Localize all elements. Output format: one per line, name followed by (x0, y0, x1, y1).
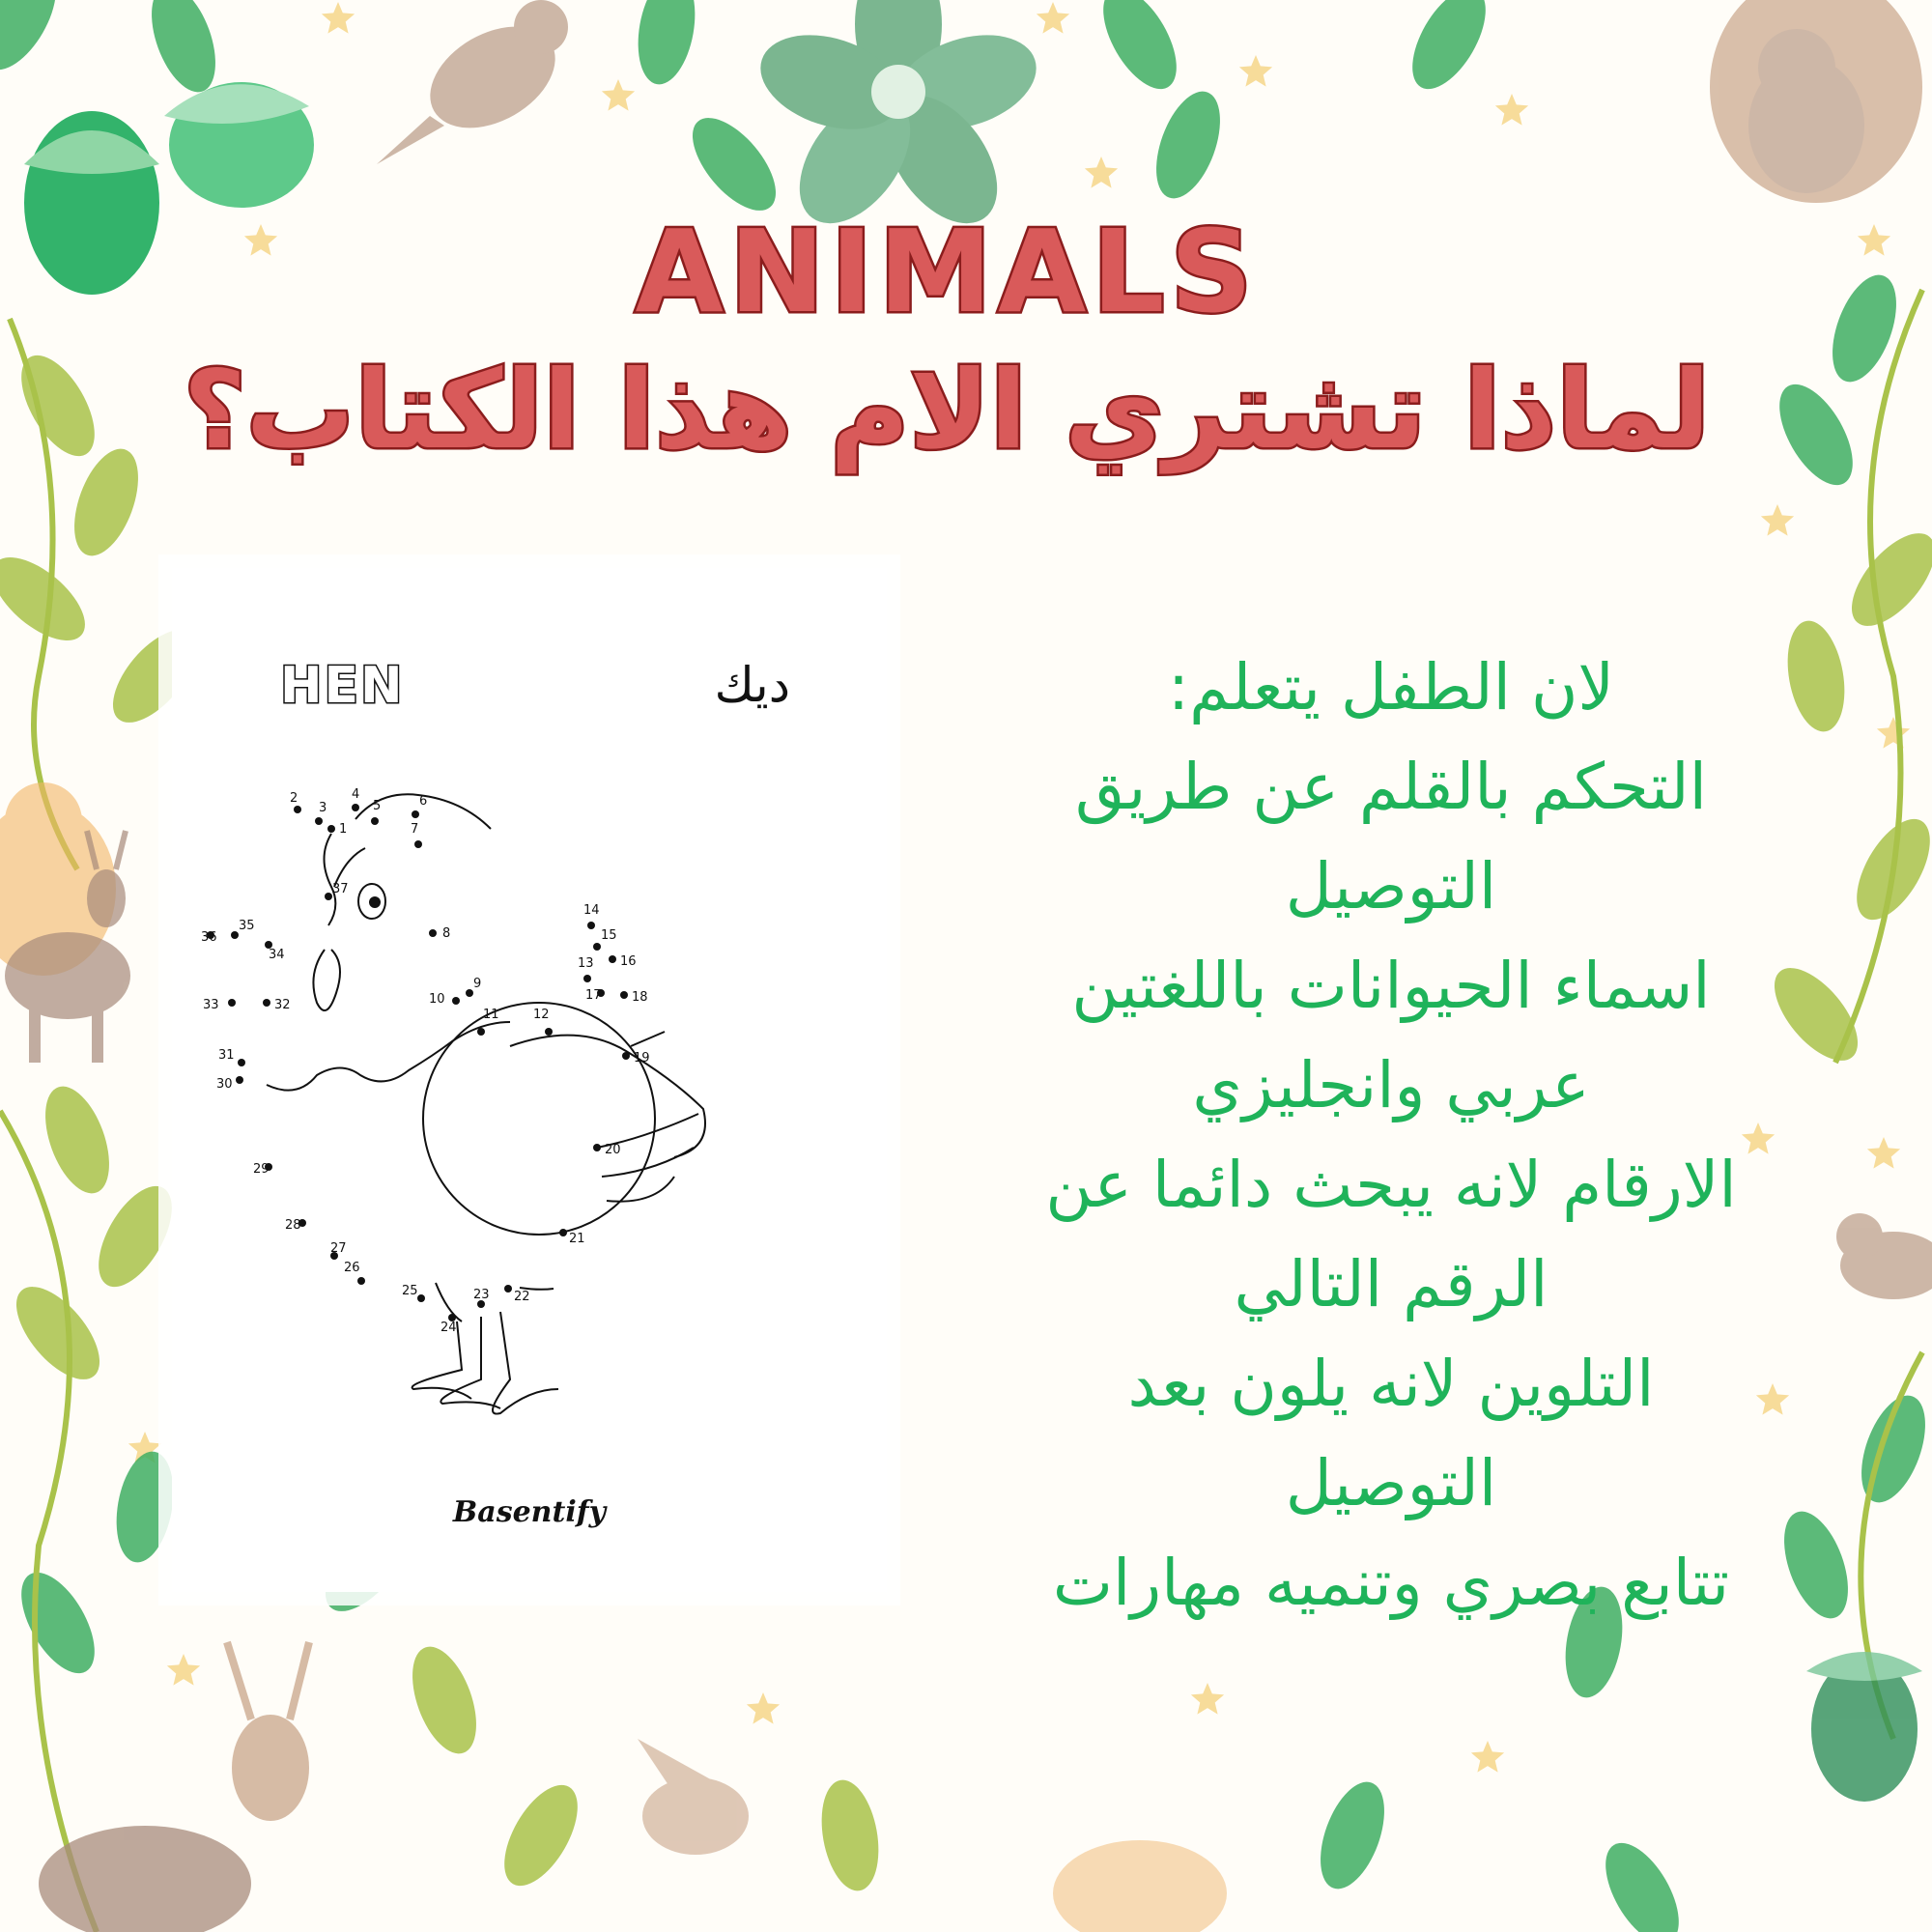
dot-point (417, 1294, 425, 1302)
dot-number-label: 24 (440, 1321, 457, 1335)
dot-point (263, 999, 270, 1007)
star-icon (167, 1654, 200, 1686)
star-icon (1037, 2, 1069, 34)
dot-number-label: 37 (332, 882, 349, 896)
leaf-icon (108, 1447, 181, 1567)
dot-point (231, 931, 239, 939)
dot-number-label: 31 (218, 1048, 235, 1063)
dove-illustration (638, 1739, 749, 1855)
bird-illustration-right (1836, 1213, 1932, 1299)
dot-number-label: 4 (352, 787, 360, 802)
star-icon (747, 1692, 780, 1724)
bear-illustration-bottom (1053, 1840, 1227, 1932)
description-line: التحكم بالقلم عن طريق (1074, 750, 1707, 824)
dot-point (352, 804, 359, 811)
dot-number-label: 11 (483, 1008, 499, 1022)
brand-logo: Basentify (452, 1495, 607, 1529)
dot-point (294, 806, 301, 813)
dot-point (238, 1059, 245, 1066)
dot-number-label: 8 (442, 926, 451, 941)
dot-number-label: 19 (634, 1051, 650, 1065)
squirrel-illustration (1710, 0, 1922, 203)
dot-number-label: 25 (402, 1284, 418, 1298)
star-icon (602, 79, 635, 111)
leaf-icon (33, 1078, 122, 1202)
dot-number-label: 30 (216, 1077, 233, 1092)
description-line: تتابع بصري وتنميه مهارات (1052, 1546, 1730, 1620)
dot-point (236, 1076, 243, 1084)
dot-number-label: 18 (632, 990, 648, 1005)
acorn-illustration-bottom (1806, 1652, 1922, 1802)
star-icon (1191, 1683, 1224, 1715)
leaf-icon (630, 0, 702, 89)
leaf-icon (1398, 0, 1500, 100)
dot-number-label: 1 (339, 822, 348, 837)
dot-point (357, 1277, 365, 1285)
dot-point (477, 1028, 485, 1036)
dot-number-label: 22 (514, 1290, 530, 1304)
description-line: التلوين لانه يلون بعد (1127, 1347, 1655, 1421)
dot-number-label: 15 (601, 928, 617, 943)
dot-number-label: 6 (419, 794, 428, 809)
dot-point (315, 817, 323, 825)
star-icon (1239, 55, 1272, 87)
hen-dot-to-dot-drawing (172, 568, 887, 1592)
dot-number-label: 23 (473, 1288, 490, 1302)
dot-number-label: 2 (290, 791, 298, 806)
star-icon (1761, 504, 1794, 536)
leaf-icon (1849, 1387, 1932, 1511)
dot-number-label: 32 (274, 998, 291, 1012)
dot-point (504, 1285, 512, 1293)
star-icon (1471, 1741, 1504, 1773)
leaf-icon (1, 1273, 114, 1394)
dot-point (593, 1144, 601, 1151)
description-line: التوصيل (1285, 1446, 1497, 1520)
dot-point (412, 810, 419, 818)
dot-number-label: 10 (429, 992, 445, 1007)
dot-point (559, 1229, 567, 1236)
dot-number-label: 34 (269, 948, 285, 962)
star-icon (1495, 94, 1528, 126)
dot-point (622, 1052, 630, 1060)
description-list (956, 638, 1826, 1633)
worksheet-preview-card (172, 568, 887, 1592)
leaf-icon (400, 1638, 489, 1762)
dot-point (466, 989, 473, 997)
leaf-icon (139, 0, 228, 100)
dot-point (620, 991, 628, 999)
dot-number-label: 13 (578, 956, 594, 971)
dot-point (452, 997, 460, 1005)
dot-number-label: 5 (373, 799, 382, 813)
deer-illustration-bottom (39, 1642, 309, 1932)
vine-stem (0, 1111, 97, 1932)
dot-point (545, 1028, 553, 1036)
vine-stem (1835, 290, 1922, 1063)
dot-number-label: 35 (239, 919, 255, 933)
star-icon (1877, 717, 1910, 749)
leaf-icon (7, 1561, 109, 1685)
leaf-icon (813, 1776, 886, 1895)
description-line: الارقام لانه يبحث دائما عن (1045, 1148, 1737, 1222)
dot-number-label: 36 (201, 930, 217, 945)
dot-number-label: 9 (473, 977, 482, 991)
dot-number-label: 29 (253, 1162, 270, 1177)
dot-number-label: 3 (319, 801, 327, 815)
dot-number-label: 33 (203, 998, 219, 1012)
leaf-icon (1308, 1774, 1397, 1897)
star-icon (322, 2, 355, 34)
leaf-icon (490, 1774, 592, 1897)
numbered-dots (201, 787, 650, 1335)
dot-point (609, 955, 616, 963)
dot-number-label: 20 (605, 1143, 621, 1157)
animal-name-arabic: ديك (714, 657, 790, 713)
dot-number-label: 26 (344, 1261, 360, 1275)
dot-number-label: 21 (569, 1232, 585, 1246)
dot-number-label: 14 (583, 903, 600, 918)
title-english: ANIMALS (635, 205, 1259, 338)
dot-number-label: 12 (533, 1008, 550, 1022)
dot-point (414, 840, 422, 848)
description-line: اسماء الحيوانات باللغتين (1071, 949, 1711, 1023)
bird-illustration (377, 0, 573, 164)
dot-point (583, 975, 591, 982)
description-line: عربي وانجليزي (1192, 1048, 1590, 1122)
description-line: التوصيل (1285, 849, 1497, 923)
dot-number-label: 27 (330, 1241, 347, 1256)
star-icon (1085, 156, 1118, 188)
leaf-icon (0, 0, 71, 81)
dot-point (327, 825, 335, 833)
leaf-icon (1144, 83, 1233, 207)
dot-number-label: 16 (620, 954, 637, 969)
star-icon (1867, 1137, 1900, 1169)
dot-number-label: 7 (411, 822, 419, 837)
title-arabic: لماذا تشتري الام هذا الكتاب؟ (183, 348, 1711, 473)
dot-point (371, 817, 379, 825)
leaf-icon (1591, 1832, 1693, 1932)
dot-point (325, 893, 332, 900)
description-line: الرقم التالي (1234, 1247, 1548, 1321)
dot-point (587, 922, 595, 929)
dot-number-label: 17 (585, 988, 602, 1003)
description-line: لان الطفل يتعلم: (1167, 650, 1615, 724)
animal-name-english: HEN (280, 657, 405, 715)
leaf-icon (1836, 520, 1932, 640)
dot-point (228, 999, 236, 1007)
dot-number-label: 28 (285, 1218, 301, 1233)
leaf-icon (1089, 0, 1191, 100)
dot-point (593, 943, 601, 951)
dot-point (429, 929, 437, 937)
